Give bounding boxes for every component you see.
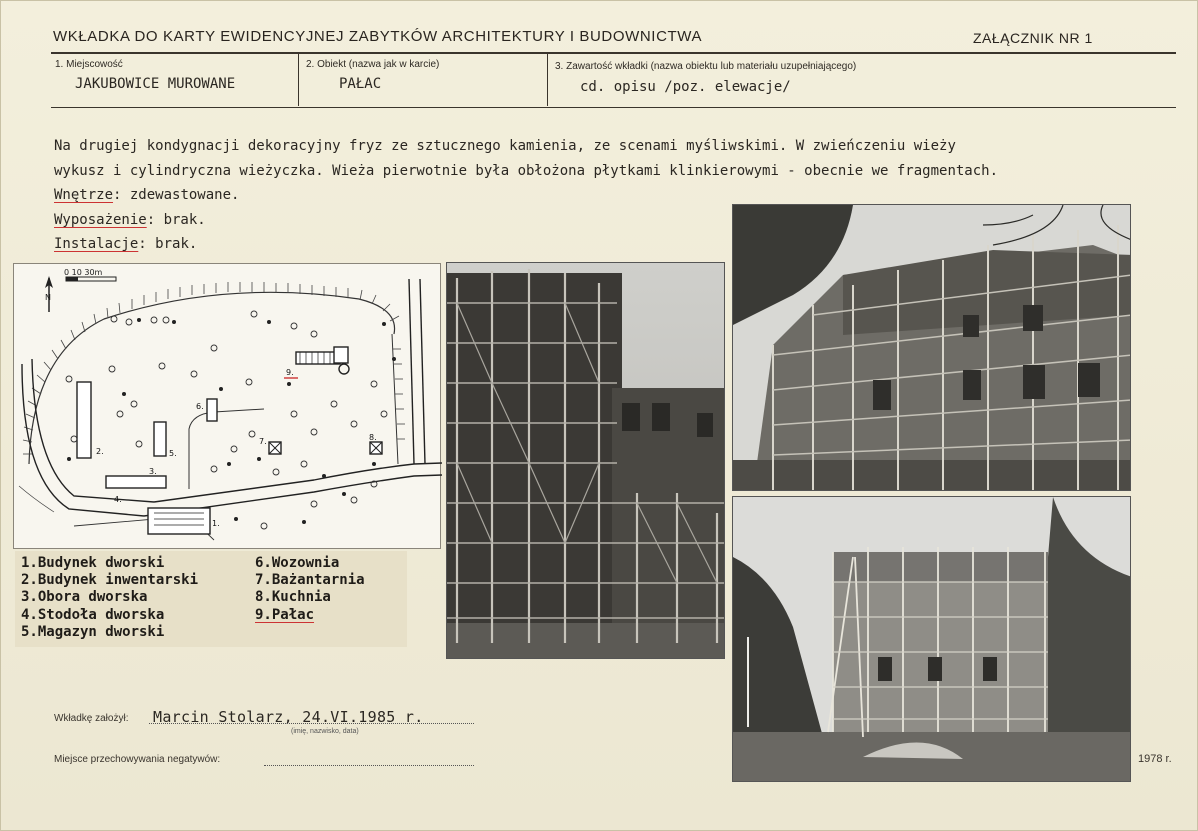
author-hint: (imię, nazwisko, data) <box>291 728 359 735</box>
building-number: 7. <box>259 437 267 446</box>
field-divider <box>298 54 299 106</box>
legend-item: 5.Magazyn dworski <box>21 624 165 640</box>
site-plan-drawing <box>14 264 442 550</box>
legend-item: 8.Kuchnia <box>255 589 331 605</box>
building-3 <box>106 476 166 488</box>
building-2 <box>77 382 91 458</box>
site-plan-map <box>13 263 441 549</box>
legend-item: 7.Bażantarnia <box>255 572 365 588</box>
object-label: 2. Obiekt (nazwa jak w karcie) <box>306 59 440 70</box>
interior-value: : zdewastowane. <box>113 187 240 203</box>
content-value: cd. opisu /poz. elewacje/ <box>580 79 791 95</box>
legend-item: 3.Obora dworska <box>21 589 148 605</box>
legend-item: 2.Budynek inwentarski <box>21 572 199 588</box>
photo-year: 1978 r. <box>1138 753 1172 765</box>
building-number: 4. <box>114 495 122 504</box>
palace-wing <box>334 347 348 363</box>
building-6 <box>207 399 217 421</box>
main-road-line <box>154 463 442 502</box>
author-dotted-line <box>149 723 474 724</box>
place-label: 1. Miejscowość <box>55 59 123 70</box>
building-number: 9. <box>286 368 294 377</box>
building-number-labels <box>96 368 377 528</box>
author-label: Wkładkę założył: <box>54 713 129 724</box>
equipment-value: : brak. <box>146 211 206 228</box>
legend-item: 6.Wozownia <box>255 555 340 571</box>
legend-item-palace: 9.Pałac <box>255 607 315 623</box>
building-1 <box>148 508 210 534</box>
building-number: 3. <box>149 467 157 476</box>
object-value: PAŁAC <box>339 76 382 92</box>
building-5 <box>154 422 166 456</box>
equipment-label: Wyposażenie <box>54 211 147 228</box>
photo-facade-scaffolding <box>732 204 1131 491</box>
header-rule <box>51 52 1176 54</box>
interior-label: Wnętrze <box>54 187 114 203</box>
legend-item: 4.Stodoła dworska <box>21 607 165 623</box>
field-divider <box>547 54 548 106</box>
building-number: 1. <box>212 519 220 528</box>
photo-palace-image <box>733 497 1131 782</box>
photo-palace-scaffolding <box>732 496 1131 782</box>
north-arrow-icon <box>45 276 53 312</box>
map-legend <box>15 551 407 647</box>
east-boundary-line <box>392 334 398 464</box>
photo-tower-scaffolding <box>446 262 725 659</box>
description-line: Na drugiej kondygnacji dekoracyjny fryz ze sztucznego kamienia, ze scenami myśliwskimi. W zwieńczeniu wieży <box>54 138 956 154</box>
description-line: wykusz i cylindryczna wieżyczka. Wieża pierwotnie była obłożona płytkami klinkierowymi - obecnie we fragmentach. <box>54 162 999 179</box>
storage-label: Miejsce przechowywania negatywów: <box>54 754 221 765</box>
photo-tower-image <box>447 263 725 659</box>
east-road-line <box>420 279 425 464</box>
attachment-number: ZAŁĄCZNIK NR 1 <box>973 30 1093 46</box>
east-road-line <box>409 279 414 464</box>
building-number: 6. <box>196 402 204 411</box>
building-number: 8. <box>369 433 377 442</box>
installations-value: : brak. <box>138 236 198 252</box>
building-number: 2. <box>96 447 104 456</box>
place-value: JAKUBOWICE MUROWANE <box>75 76 236 92</box>
photo-facade-image <box>733 205 1131 491</box>
legend-item: 1.Budynek dworski <box>21 555 165 571</box>
scale-text: 0 10 30m <box>64 268 103 277</box>
palace-tower <box>339 364 349 374</box>
scale-bar-fill <box>66 277 78 281</box>
author-value: Marcin Stolarz, 24.VI.1985 r. <box>153 708 424 726</box>
content-label: 3. Zawartość wkładki (nazwa obiektu lub materiału uzupełniającego) <box>555 61 857 72</box>
storage-dotted-line <box>264 765 474 766</box>
installations-label: Instalacje <box>54 236 139 252</box>
building-number: 5. <box>169 449 177 458</box>
svg-text:N: N <box>45 293 51 302</box>
drive-path <box>189 409 264 489</box>
form-title: WKŁADKA DO KARTY EWIDENCYJNEJ ZABYTKÓW ARCHITEKTURY I BUDOWNICTWA <box>53 28 703 45</box>
field-rule <box>51 107 1176 108</box>
